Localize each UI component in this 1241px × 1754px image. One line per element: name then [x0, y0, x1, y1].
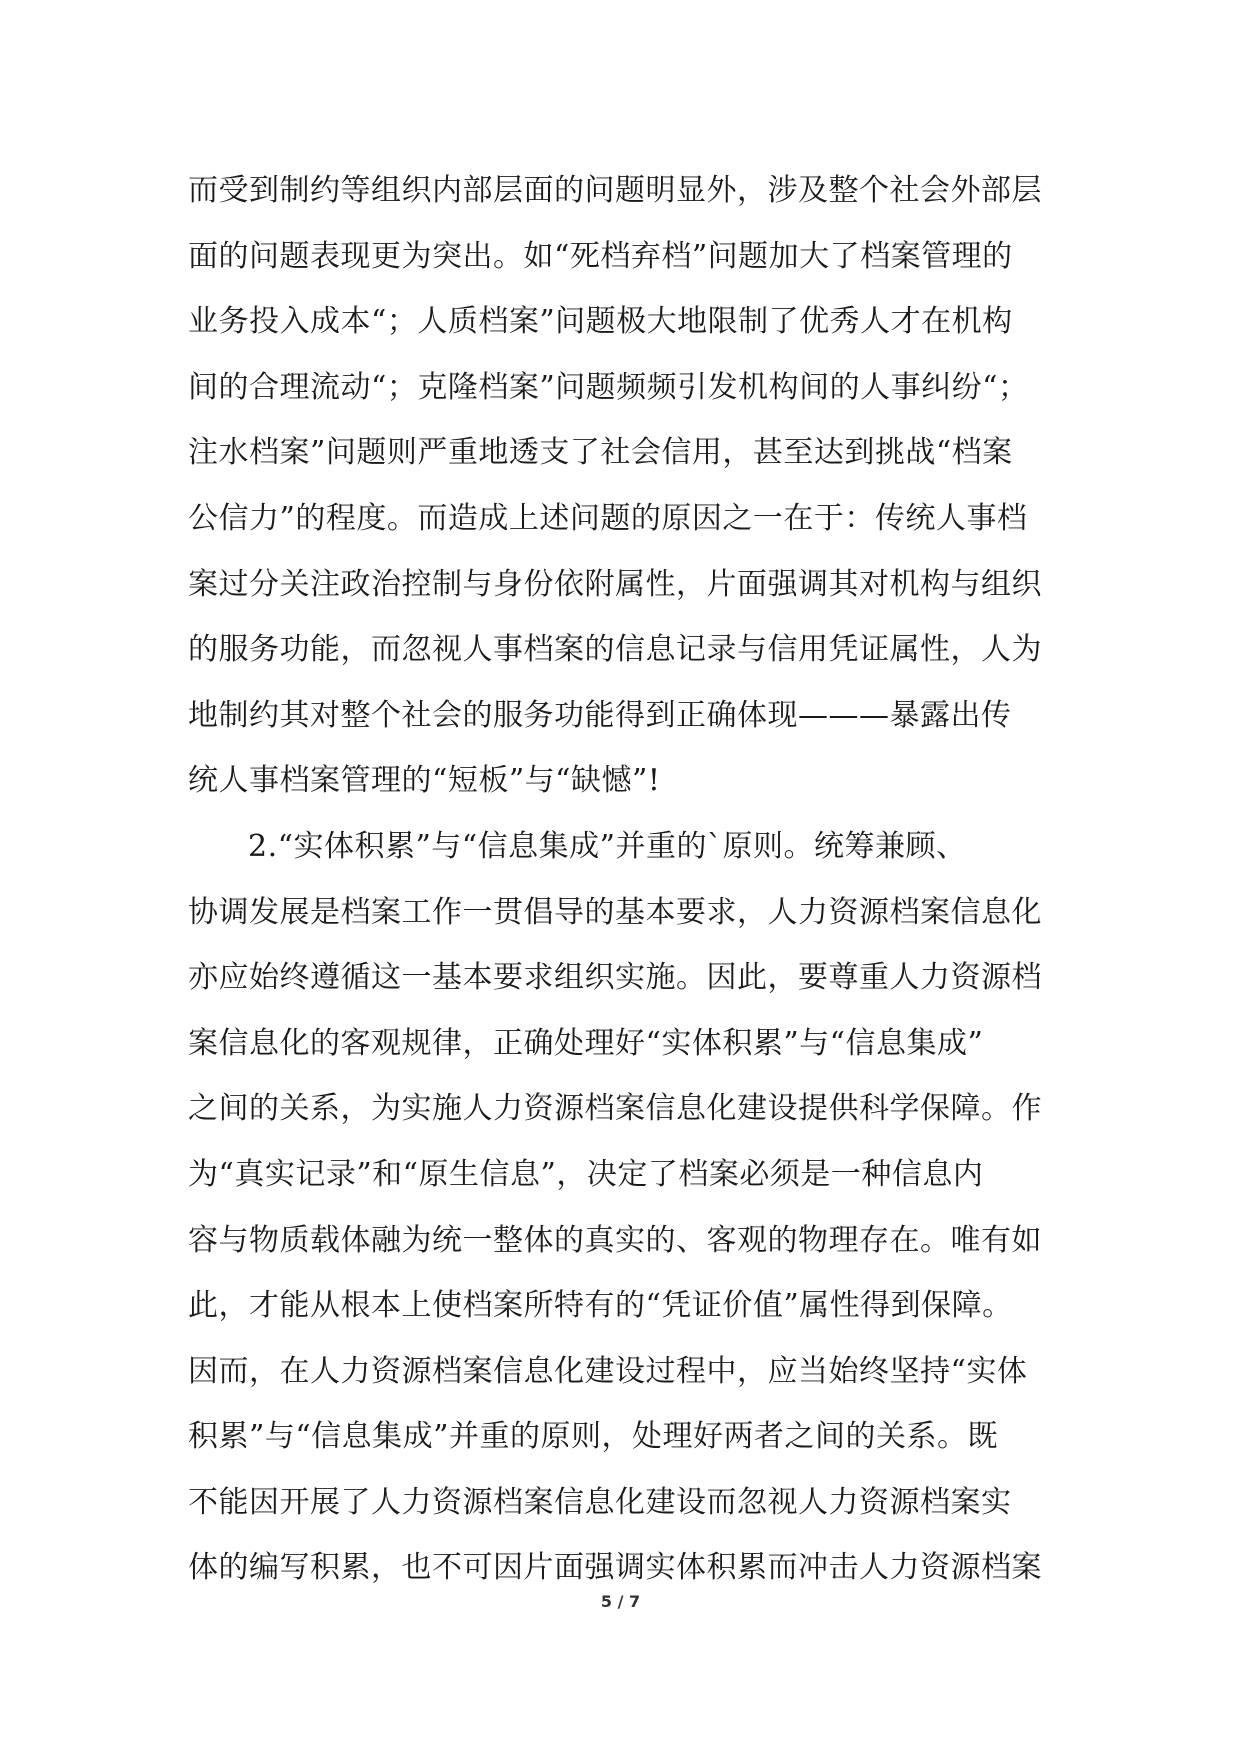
text-line: 业务投入成本“；人质档案”问题极大地限制了优秀人才在机构 — [188, 304, 1013, 340]
text-line: 而受到制约等组织内部层面的问题明显外，涉及整个社会外部层 — [188, 173, 1042, 208]
text-line: 容与物质载体融为统一整体的真实的、客观的物理存在。唯有如 — [188, 1222, 1042, 1258]
text-line: 协调发展是档案工作一贯倡导的基本要求，人力资源档案信息化 — [188, 894, 1042, 930]
text-line: 统人事档案管理的“短板”与“缺憾”! — [188, 763, 661, 799]
body-text — [188, 158, 1058, 1601]
text-line: 案信息化的客观规律，正确处理好“实体积累”与“信息集成” — [188, 1025, 984, 1061]
text-line: 亦应始终遵循这一基本要求组织实施。因此，要尊重人力资源档 — [188, 960, 1042, 996]
text-line: 之间的关系，为实施人力资源档案信息化建设提供科学保障。作 — [188, 1091, 1042, 1127]
text-line: 地制约其对整个社会的服务功能得到正确体现———暴露出传 — [188, 697, 1012, 733]
text-line: 注水档案”问题则严重地透支了社会信用，甚至达到挑战“档案 — [188, 435, 1013, 471]
text-line: 不能因开展了人力资源档案信息化建设而忽视人力资源档案实 — [188, 1484, 1012, 1520]
text-line: 的服务功能，而忽视人事档案的信息记录与信用凭证属性，人为 — [188, 632, 1042, 668]
paragraph-start-line: 2.“实体积累”与“信息集成”并重的`原则。统筹兼顾、 — [248, 828, 967, 864]
text-line: 为“真实记录”和“原生信息”，决定了档案必须是一种信息内 — [188, 1156, 984, 1192]
text-line: 案过分关注政治控制与身份依附属性，片面强调其对机构与组织 — [188, 566, 1042, 602]
text-line: 面的问题表现更为突出。如“死档弃档”问题加大了档案管理的 — [188, 238, 1013, 274]
text-line: 体的编写积累，也不可因片面强调实体积累而冲击人力资源档案 — [188, 1550, 1042, 1586]
text-line: 间的合理流动“；克隆档案”问题频频引发机构间的人事纠纷“； — [188, 369, 1029, 405]
page-number: 5 / 7 — [600, 1592, 641, 1611]
text-line: 积累”与“信息集成”并重的原则，处理好两者之间的关系。既 — [188, 1419, 999, 1455]
text-line: 此，才能从根本上使档案所特有的“凭证价值”属性得到保障。 — [188, 1288, 1013, 1324]
text-line: 因而，在人力资源档案信息化建设过程中，应当始终坚持“实体 — [188, 1353, 1028, 1389]
text-line: 公信力”的程度。而造成上述问题的原因之一在于：传统人事档 — [188, 500, 1028, 536]
